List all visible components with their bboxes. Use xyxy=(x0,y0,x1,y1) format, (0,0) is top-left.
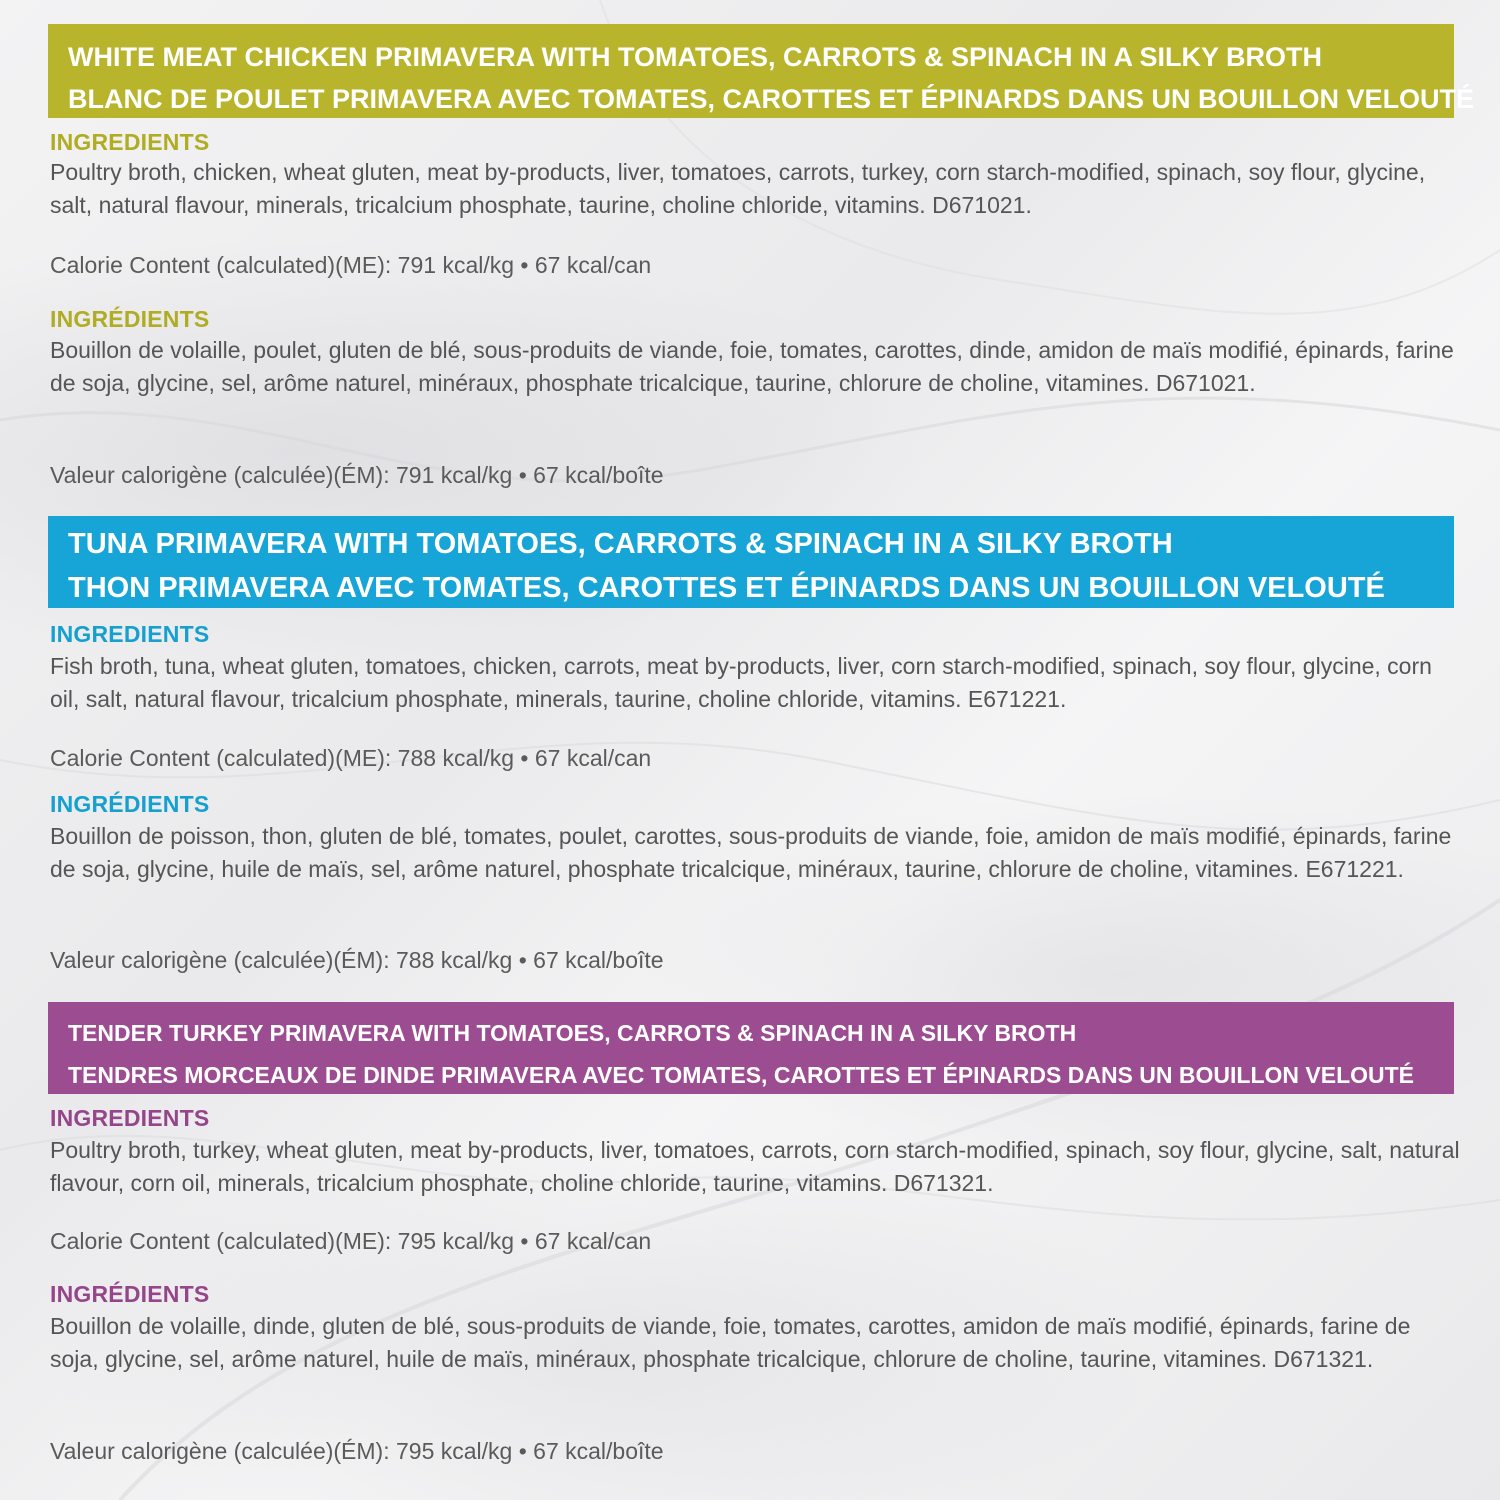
chicken-title-fr: BLANC DE POULET PRIMAVERA AVEC TOMATES, CAROTTES ET ÉPINARDS DANS UN BOUILLON VELOUTÉ xyxy=(68,84,1475,114)
tuna-ingredients-fr: Bouillon de poisson, thon, gluten de blé, tomates, poulet, carottes, sous-produits de viande, foie, amidon de maïs modifié, épinards, farine de soja, glycine, huile de maïs, sel, arôme naturel, phosphate tricalcique, minéraux, taurine, chlorure de choline, vitamines. E671221. xyxy=(50,823,1452,882)
tuna-calorie-fr: Valeur calorigène (calculée)(ÉM): 788 kcal/kg • 67 kcal/boîte xyxy=(50,947,664,973)
turkey-ingredients-label-en: INGREDIENTS xyxy=(50,1105,210,1131)
chicken-title-en: WHITE MEAT CHICKEN PRIMAVERA WITH TOMATOES, CARROTS & SPINACH IN A SILKY BROTH xyxy=(68,42,1323,72)
chicken-ingredients-label-en: INGREDIENTS xyxy=(50,129,210,155)
tuna-title-banner xyxy=(48,516,1454,608)
turkey-ingredients-fr: Bouillon de volaille, dinde, gluten de blé, sous-produits de viande, foie, tomates, carottes, amidon de maïs modifié, épinards, farine de soja, glycine, sel, arôme naturel, huile de maïs, minéraux, phosphate tricalcique, chlorure de choline, taurine, vitamines. D671321. xyxy=(50,1313,1411,1372)
tuna-title-en: TUNA PRIMAVERA WITH TOMATOES, CARROTS & SPINACH IN A SILKY BROTH xyxy=(68,528,1173,560)
chicken-calorie-en: Calorie Content (calculated)(ME): 791 kcal/kg • 67 kcal/can xyxy=(50,252,652,278)
turkey-calorie-en: Calorie Content (calculated)(ME): 795 kcal/kg • 67 kcal/can xyxy=(50,1228,652,1254)
chicken-calorie-fr: Valeur calorigène (calculée)(ÉM): 791 kcal/kg • 67 kcal/boîte xyxy=(50,462,664,488)
tuna-ingredients-label-en: INGREDIENTS xyxy=(50,621,210,647)
tuna-title-fr: THON PRIMAVERA AVEC TOMATES, CAROTTES ET ÉPINARDS DANS UN BOUILLON VELOUTÉ xyxy=(68,572,1385,604)
turkey-title-en: TENDER TURKEY PRIMAVERA WITH TOMATOES, CARROTS & SPINACH IN A SILKY BROTH xyxy=(68,1020,1077,1046)
turkey-ingredients-label-fr: INGRÉDIENTS xyxy=(50,1281,210,1307)
chicken-ingredients-en: Poultry broth, chicken, wheat gluten, meat by-products, liver, tomatoes, carrots, turkey, corn starch-modified, spinach, soy flour, glycine, salt, natural flavour, minerals, tricalcium phosphate, taurine, choline chloride, vitamins. D671021. xyxy=(50,159,1426,218)
tuna-calorie-en: Calorie Content (calculated)(ME): 788 kcal/kg • 67 kcal/can xyxy=(50,745,652,771)
chicken-ingredients-fr: Bouillon de volaille, poulet, gluten de blé, sous-produits de viande, foie, tomates, carottes, dinde, amidon de maïs modifié, épinards, farine de soja, glycine, sel, arôme naturel, minéraux, phosphate tricalcique, taurine, chlorure de choline, vitamines. D671021. xyxy=(50,337,1454,396)
turkey-calorie-fr: Valeur calorigène (calculée)(ÉM): 795 kcal/kg • 67 kcal/boîte xyxy=(50,1438,664,1464)
tuna-ingredients-label-fr: INGRÉDIENTS xyxy=(50,791,210,817)
turkey-title-banner xyxy=(48,1002,1454,1094)
turkey-title-fr: TENDRES MORCEAUX DE DINDE PRIMAVERA AVEC TOMATES, CAROTTES ET ÉPINARDS DANS UN BOUILLON VELOUTÉ xyxy=(68,1062,1415,1088)
chicken-ingredients-label-fr: INGRÉDIENTS xyxy=(50,306,210,332)
chicken-title-banner xyxy=(48,24,1475,118)
turkey-ingredients-en: Poultry broth, turkey, wheat gluten, meat by-products, liver, tomatoes, carrots, corn starch-modified, spinach, soy flour, glycine, salt, natural flavour, corn oil, minerals, tricalcium phosphate, choline chloride, taurine, vitamins. D671321. xyxy=(50,1137,1460,1196)
tuna-ingredients-en: Fish broth, tuna, wheat gluten, tomatoes, chicken, carrots, meat by-products, liver, corn starch-modified, spinach, soy flour, glycine, corn oil, salt, natural flavour, tricalcium phosphate, minerals, taurine, choline chloride, vitamins. E671221. xyxy=(50,653,1432,712)
